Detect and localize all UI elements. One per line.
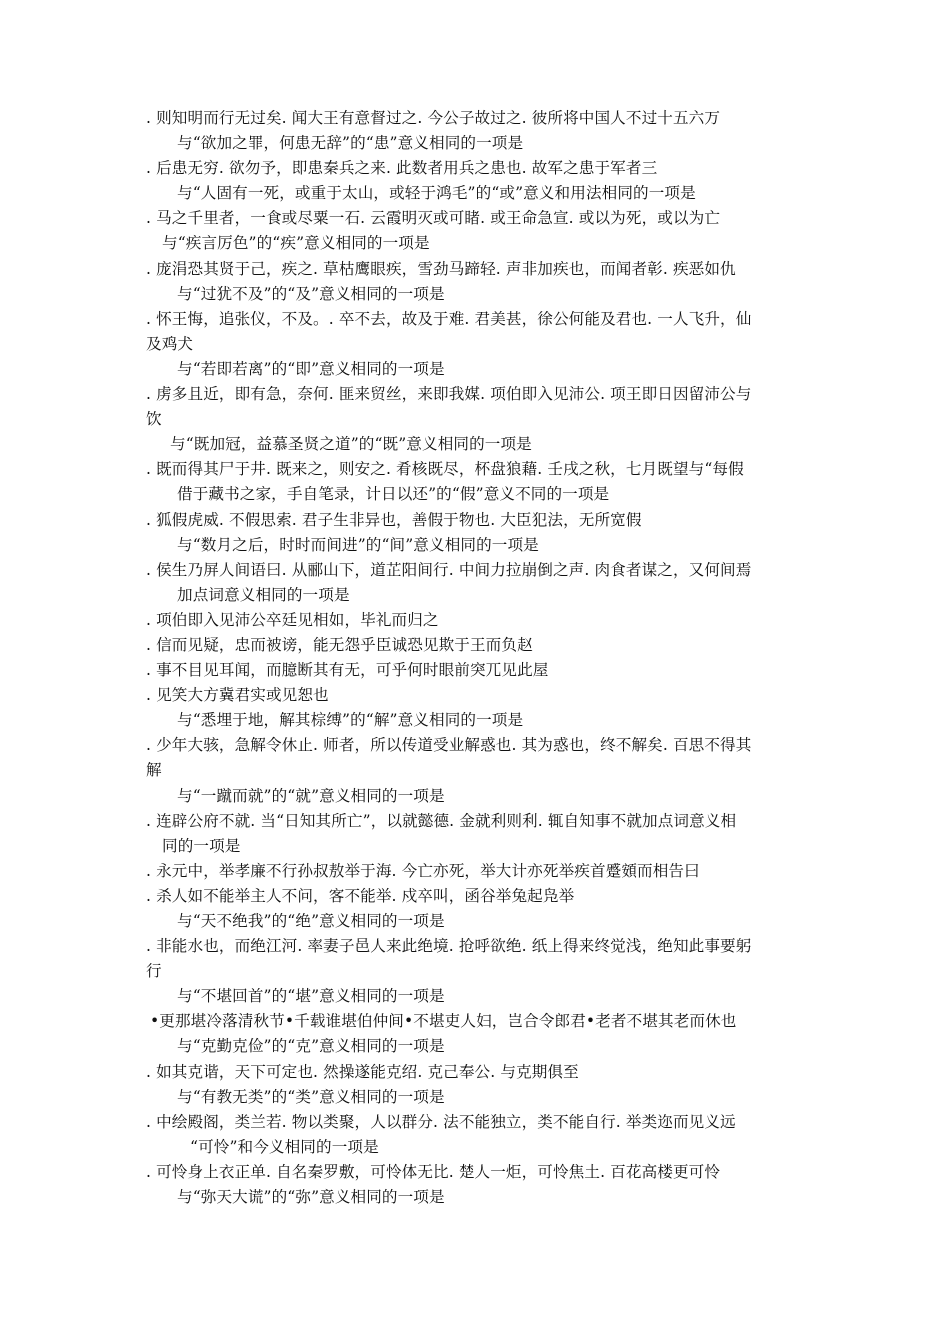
question-line: 加点词意义相同的一项是 — [177, 585, 350, 604]
answer-options-line: . 庞涓恐其贤于己，疾之. 草枯鹰眼疾，雪劲马蹄轻. 声非加疾也，而闻者彰. 疾恶如仇 — [146, 259, 736, 278]
question-line: 与“疾言厉色”的“疾”意义相同的一项是 — [162, 234, 430, 253]
answer-options-line: . 后患无穷. 欲勿予，即患秦兵之来. 此数者用兵之患也. 故军之患于军者三 — [146, 159, 658, 178]
question-line: 与“克勤克俭”的“克”意义相同的一项是 — [177, 1037, 445, 1056]
answer-options-line: . 项伯即入见沛公卒廷见相如，毕礼而归之 — [146, 610, 439, 629]
question-line: 与“有教无类”的“类”意义相同的一项是 — [177, 1087, 445, 1106]
answer-options-line: . 则知明而行无过矣. 闻大王有意督过之. 今公子故过之. 彼所将中国人不过十五六万 — [146, 109, 721, 127]
question-line: 与“天不绝我”的“绝”意义相同的一项是 — [177, 912, 445, 930]
answer-options-line: . 少年大骇，急解令休止. 师者，所以传道受业解惑也. 其为惑也，终不解矣. 百思不得其 — [146, 736, 752, 755]
answer-options-line: . 中绘殿阁，类兰若. 物以类聚，人以群分. 法不能独立，类不能自行. 举类迩而见义远 — [146, 1112, 736, 1131]
question-line: 同的一项是 — [162, 836, 241, 855]
question-line: 与“人固有一死，或重于太山，或轻于鸿毛”的“或”意义和用法相同的一项是 — [177, 184, 696, 203]
answer-options-line: . 可怜身上衣正单. 自名秦罗敷，可怜体无比. 楚人一炬，可怜焦土. 百花高楼更可怜 — [146, 1162, 721, 1181]
question-line: 与“不堪回首”的“堪”意义相同的一项是 — [177, 987, 445, 1006]
question-line: 与“既加冠，益慕圣贤之道”的“既”意义相同的一项是 — [170, 435, 532, 454]
question-line: 与“过犹不及”的“及”意义相同的一项是 — [177, 284, 445, 303]
question-line: “可怜”和今义相同的一项是 — [190, 1137, 379, 1156]
question-line: 与“若即若离”的“即”意义相同的一项是 — [177, 359, 445, 378]
question-line: 与“一蹴而就”的“就”意义相同的一项是 — [177, 786, 445, 805]
answer-options-line: . 事不目见耳闻，而臆断其有无，可乎何时眼前突兀见此屋 — [146, 661, 549, 680]
question-line: 借于藏书之家，手自笔录，计日以还”的“假”意义不同的一项是 — [177, 485, 610, 504]
answer-options-line: . 杀人如不能举主人不问，客不能举. 戍卒叫，函谷举兔起凫举 — [146, 886, 575, 905]
wrapped-text-line: 行 — [146, 962, 162, 981]
answer-options-line: . 如其克谐，天下可定也. 然操遂能克绍. 克己奉公. 与克期俱至 — [146, 1062, 579, 1081]
wrapped-text-line: 饮 — [146, 410, 162, 429]
answer-options-line: . 虏多且近，即有急，奈何. 匪来贸丝，来即我媒. 项伯即入见沛公. 项王即日因留沛公与 — [146, 385, 752, 404]
answer-options-line: . 狐假虎威. 不假思索. 君子生非异也，善假于物也. 大臣犯法，无所宽假 — [146, 510, 642, 529]
question-line: 与“悉埋于地，解其棕缚”的“解”意义相同的一项是 — [177, 711, 524, 730]
answer-options-line: . 怀王悔，追张仪，不及。. 卒不去，故及于难. 君美甚，徐公何能及君也. 一人飞升，仙 — [146, 309, 752, 328]
answer-options-line: . 非能水也，而绝江河. 率妻子邑人来此绝境. 抢呼欲绝. 纸上得来终觉浅，绝知此事要躬 — [146, 937, 752, 956]
wrapped-text-line: 及鸡犬 — [146, 334, 194, 353]
answer-options-line: . 见笑大方冀君实或见恕也 — [146, 686, 329, 705]
answer-options-line: . 既而得其尸于井. 既来之，则安之. 肴核既尽，杯盘狼藉. 壬戌之秋，七月既望与“每假 — [146, 460, 744, 479]
answer-options-line: . 连辟公府不就. 当“日知其所亡”，以就懿德. 金就利则利. 辄自知事不就加点词意义相 — [146, 811, 737, 830]
answer-options-line: . 信而见疑，忠而被谤，能无怨乎臣诚恐见欺于王而负赵 — [146, 635, 533, 654]
wrapped-text-line: 解 — [146, 761, 162, 780]
question-line: 与“弥天大谎”的“弥”意义相同的一项是 — [177, 1188, 445, 1207]
document-page — [0, 106, 950, 1210]
answer-options-line: . 侯生乃屏人间语曰. 从郦山下，道芷阳间行. 中间力拉崩倒之声. 肉食者谋之，又何间焉 — [146, 560, 752, 579]
question-line: 与“欲加之罪，何患无辞”的“患”意义相同的一项是 — [177, 134, 524, 153]
answer-options-line: . 永元中，举孝廉不行孙叔敖举于海. 今亡亦死，举大计亦死举疾首蹙頞而相告曰 — [146, 861, 700, 880]
answer-options-line: . 马之千里者，一食或尽粟一石. 云霞明灭或可睹. 或王命急宣. 或以为死，或以为亡 — [146, 209, 721, 228]
question-line: 与“数月之后，时时而间进”的“间”意义相同的一项是 — [177, 535, 539, 554]
answer-options-line: •更那堪冷落清秋节•千载谁堪伯仲间•不堪吏人妇，岂合令郎君•老者不堪其老而休也 — [150, 1012, 737, 1031]
